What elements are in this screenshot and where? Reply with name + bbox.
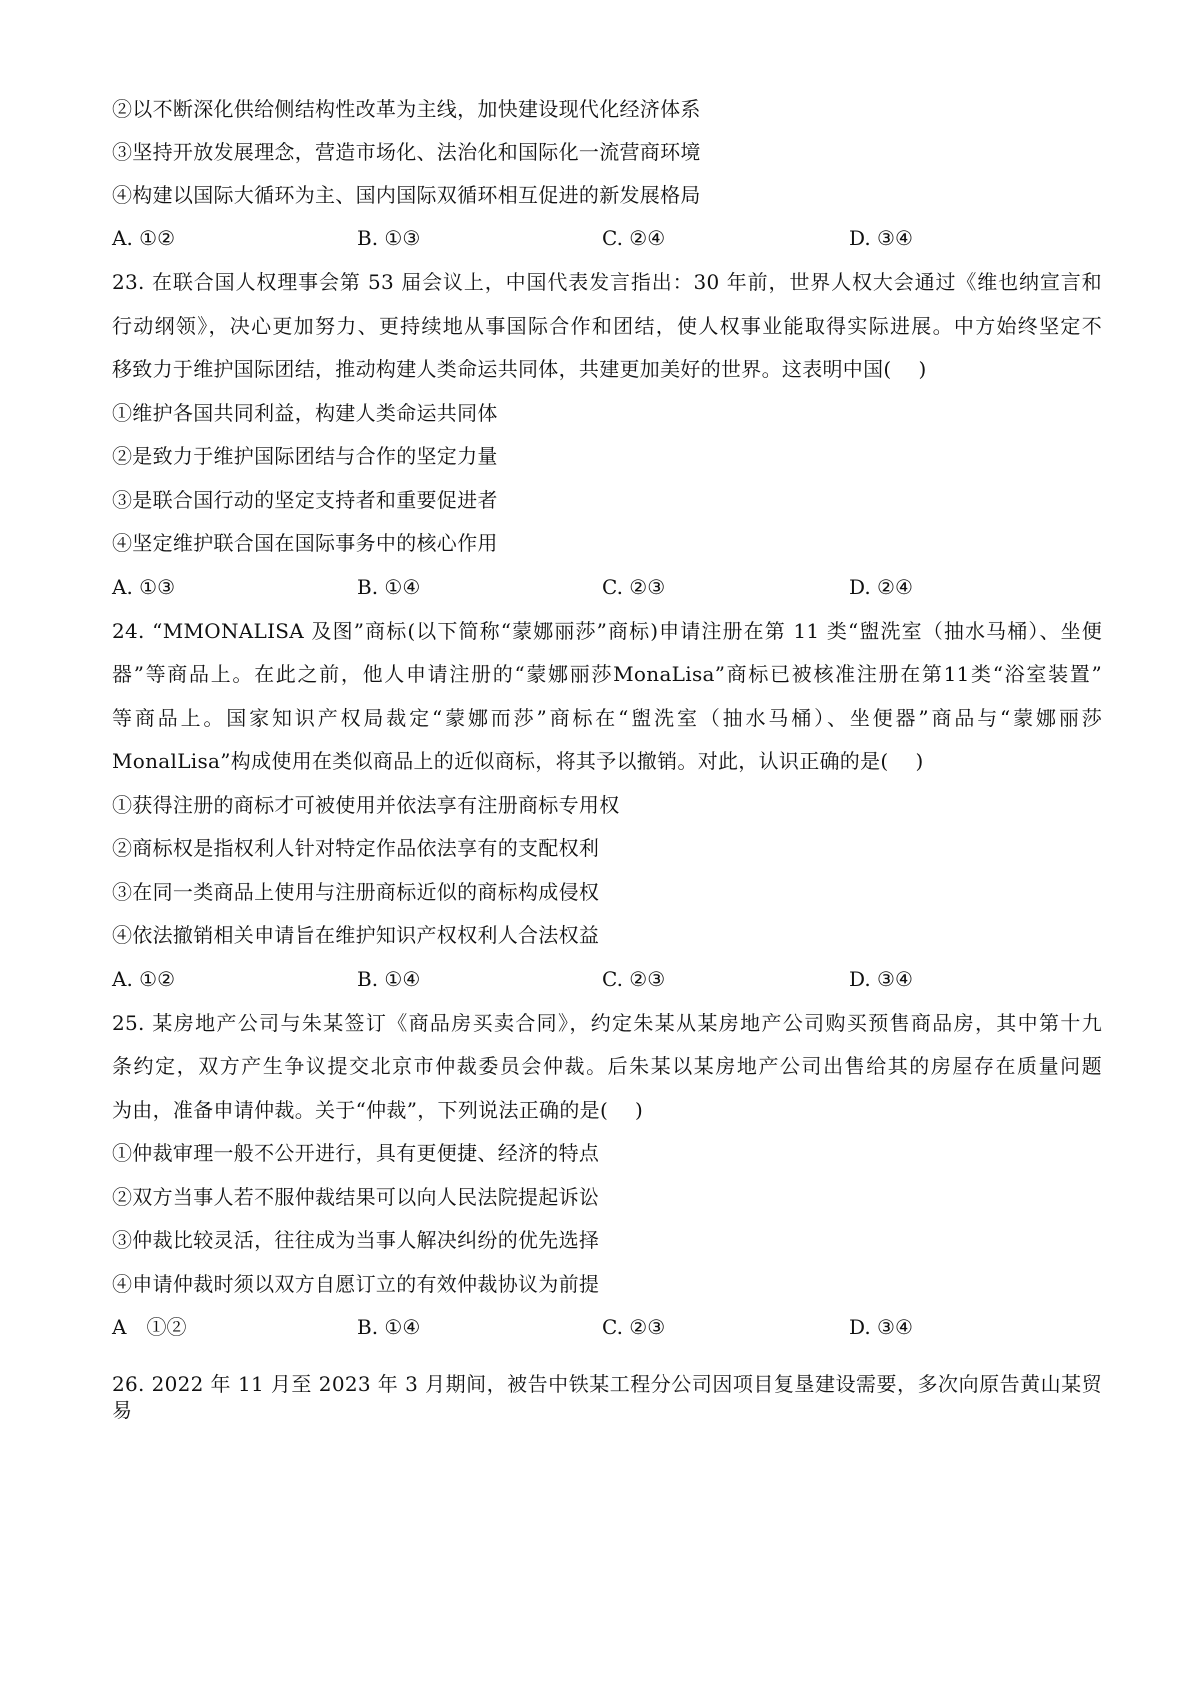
q25-options (112, 1314, 1102, 1340)
q22-option-c: C. ②④ (602, 226, 666, 250)
q23-option-c: C. ②③ (602, 575, 666, 599)
q24-option-b: B. ①④ (357, 967, 421, 991)
q22-option-b: B. ①③ (357, 226, 421, 250)
q25-statement-1: ①仲裁审理一般不公开进行，具有更便捷、经济的特点 (112, 1141, 600, 1165)
q23-option-d: D. ②④ (849, 575, 913, 599)
q23-stem-line-2: 行动纲领》，决心更加努力、更持续地从事国际合作和团结，使人权事业能取得实际进展。中方始终坚定不 (112, 314, 1102, 338)
q25-stem-line-3: 为由，准备申请仲裁。关于“仲裁”，下列说法正确的是( ) (112, 1098, 644, 1122)
q24-stem-line-3: 等商品上。国家知识产权局裁定“蒙娜而莎”商标在“盥洗室（抽水马桶）、坐便器”商品与“蒙娜丽莎 (112, 706, 1102, 730)
q25-option-a: A ①② (112, 1315, 187, 1339)
q24-statement-3: ③在同一类商品上使用与注册商标近似的商标构成侵权 (112, 880, 600, 904)
q24-option-a: A. ①② (112, 967, 176, 991)
q24-statement-4: ④依法撤销相关申请旨在维护知识产权权利人合法权益 (112, 923, 600, 947)
q23-statement-2: ②是致力于维护国际团结与合作的坚定力量 (112, 444, 498, 468)
q25-statement-3: ③仲裁比较灵活，往往成为当事人解决纠纷的优先选择 (112, 1228, 600, 1252)
q24-options (112, 966, 1102, 992)
q23-statement-4: ④坚定维护联合国在国际事务中的核心作用 (112, 531, 498, 555)
q25-statement-4: ④申请仲裁时须以双方自愿订立的有效仲裁协议为前提 (112, 1272, 600, 1296)
q22-option-d: D. ③④ (849, 226, 913, 250)
q24-option-c: C. ②③ (602, 967, 666, 991)
q25-option-c: C. ②③ (602, 1315, 666, 1339)
q24-stem-line-4: MonalLisa”构成使用在类似商品上的近似商标，将其予以撤销。对此，认识正确的是( ) (112, 749, 924, 773)
q25-stem-line-1: 25. 某房地产公司与朱某签订《商品房买卖合同》，约定朱某从某房地产公司购买预售商品房，其中第十九 (112, 1011, 1102, 1035)
q24-stem-line-2: 器”等商品上。在此之前，他人申请注册的“蒙娜丽莎MonaLisa”商标已被核准注册在第11类“浴室装置” (112, 662, 1102, 686)
q22-statement-4: ④构建以国际大循环为主、国内国际双循环相互促进的新发展格局 (112, 183, 701, 207)
q25-stem-line-2: 条约定，双方产生争议提交北京市仲裁委员会仲裁。后朱某以某房地产公司出售给其的房屋存在质量问题 (112, 1054, 1102, 1078)
q24-statement-2: ②商标权是指权利人针对特定作品依法享有的支配权利 (112, 836, 600, 860)
q23-statement-3: ③是联合国行动的坚定支持者和重要促进者 (112, 488, 498, 512)
q22-statement-2: ②以不断深化供给侧结构性改革为主线，加快建设现代化经济体系 (112, 97, 701, 121)
q25-option-b: B. ①④ (357, 1315, 421, 1339)
q23-stem-line-1: 23. 在联合国人权理事会第 53 届会议上，中国代表发言指出：30 年前，世界人权大会通过《维也纳宣言和 (112, 270, 1102, 294)
q26-stem-line-1: 26. 2022 年 11 月至 2023 年 3 月期间，被告中铁某工程分公司因项目复垦建设需要，多次向原告黄山某贸易 (112, 1372, 1102, 1422)
q23-stem-line-3: 移致力于维护国际团结，推动构建人类命运共同体，共建更加美好的世界。这表明中国( ) (112, 357, 927, 381)
q24-stem-line-1: 24. “MMONALISA 及图”商标(以下简称“蒙娜丽莎”商标)申请注册在第 11 类“盥洗室（抽水马桶）、坐便 (112, 619, 1102, 643)
q25-statement-2: ②双方当事人若不服仲裁结果可以向人民法院提起诉讼 (112, 1185, 600, 1209)
q23-statement-1: ①维护各国共同利益，构建人类命运共同体 (112, 401, 498, 425)
q22-option-a: A. ①② (112, 226, 176, 250)
q24-statement-1: ①获得注册的商标才可被使用并依法享有注册商标专用权 (112, 793, 620, 817)
q24-option-d: D. ③④ (849, 967, 913, 991)
q25-option-d: D. ③④ (849, 1315, 913, 1339)
q22-statement-3: ③坚持开放发展理念，营造市场化、法治化和国际化一流营商环境 (112, 140, 701, 164)
q23-option-b: B. ①④ (357, 575, 421, 599)
q23-options (112, 574, 1102, 600)
q22-options (112, 225, 1102, 251)
q23-option-a: A. ①③ (112, 575, 176, 599)
